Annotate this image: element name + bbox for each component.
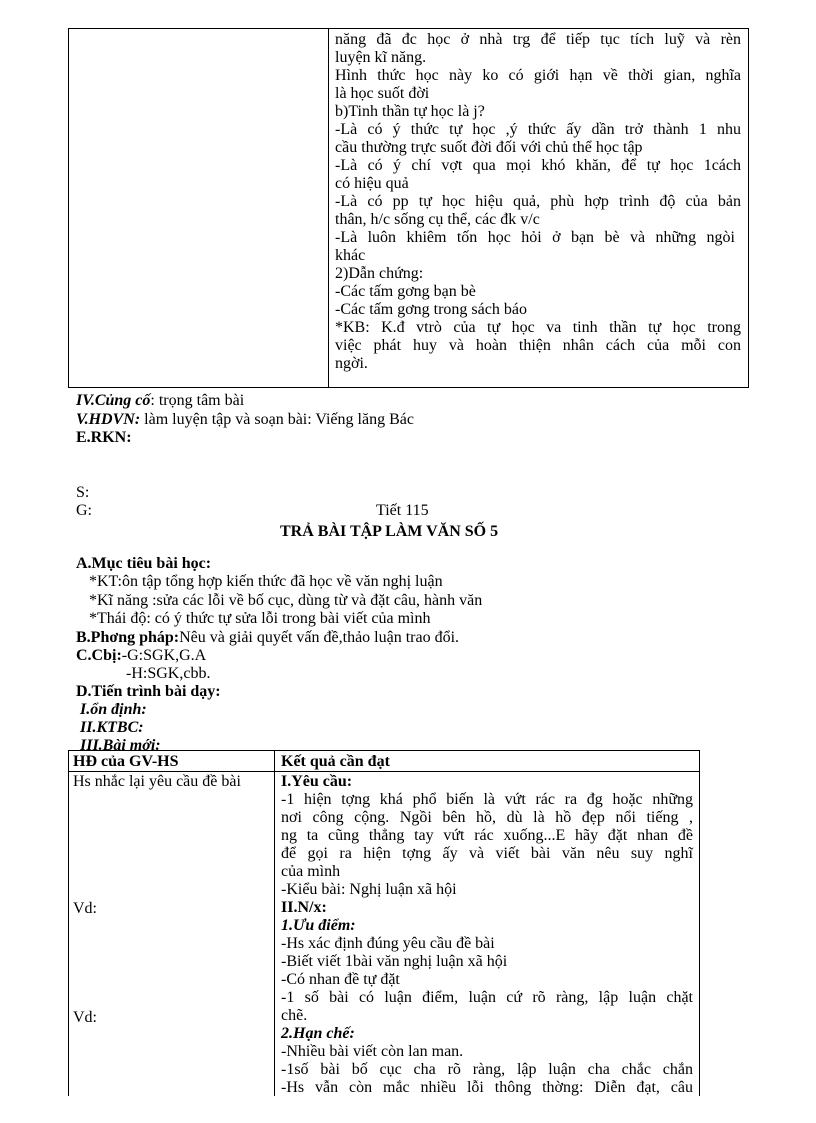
text-line: -Nhiều bài viết còn lan man. <box>281 1043 464 1060</box>
cungco-line <box>76 392 244 410</box>
kieubai-line: -Kiểu bài: Nghị luận xã hội <box>281 881 457 898</box>
g-label: G: <box>76 502 92 519</box>
section-c-line2: -H:SGK,cbb. <box>126 665 211 682</box>
text-line: -Hs xác định đúng yêu cầu đề bài <box>281 935 495 952</box>
text-line: việc phát huy và hoàn thiện nhân cách của mỗi con <box>335 337 741 354</box>
text-line: nơi công cộng. Ngồi bên hồ, dù là hồ đẹp nổi tiếng , <box>281 809 693 826</box>
s-label: S: <box>76 484 90 501</box>
text-line: b)Tinh thần tự học là j? <box>335 103 485 120</box>
text-line: -Các tấm gơng bạn bè <box>335 283 476 300</box>
text-line: -Là luôn khiêm tốn học hỏi ở bạn bè và những ngòi <box>335 229 735 246</box>
table-right-cell <box>281 773 693 1097</box>
hanche-heading: 2.Hạn chế: <box>281 1025 355 1042</box>
text-line: chẽ. <box>281 1007 308 1024</box>
table-header-right: Kết quả cần đạt <box>281 753 390 770</box>
section-a-heading: A.Mục tiêu bài học: <box>76 555 212 572</box>
text-line: của mình <box>281 863 341 880</box>
cungco-text: : trọng tâm bài <box>150 392 245 409</box>
table-right-cell <box>335 31 741 373</box>
text-line: 2)Dẫn chứng: <box>335 265 424 282</box>
table-column-divider <box>328 29 329 387</box>
hdvn-text: làm luyện tập và soạn bài: Viếng lăng Bác <box>140 411 414 428</box>
table-header-left: HĐ của GV-HS <box>73 753 179 770</box>
text-line: ng ta cũng thẳng tay vứt rác xuống...E hãy đặt nhan đề <box>281 827 693 844</box>
text-line: -1 hiện tợng khá phổ biến là vứt rác ra đg hoặc những <box>281 791 693 808</box>
text-line: -1 số bài có luận điểm, luận cứ rõ ràng, lập luận chặt <box>281 989 693 1006</box>
lesson-number: Tiết 115 <box>376 502 429 519</box>
content-table-top <box>68 28 749 388</box>
yeucau-heading: I.Yêu cầu: <box>281 773 353 790</box>
text-line: *KB: K.đ vtrò của tự học va tinh thần tự học trong <box>335 319 741 336</box>
step-1: I.ổn định: <box>80 701 147 718</box>
text-line: có hiệu quả <box>335 175 409 192</box>
left-cell-vd: Vd: <box>73 1009 97 1026</box>
hdvn-line <box>76 411 414 429</box>
nx-heading: II.N/x: <box>281 899 327 916</box>
section-b-text: Nêu và giải quyết vấn đề,thảo luận trao đổi. <box>179 629 460 646</box>
text-line: ngời. <box>335 355 368 372</box>
step-2: II.KTBC: <box>80 719 144 736</box>
cungco-label: IV.Củng cố <box>76 392 151 409</box>
text-line: -Là có ý chí vợt qua mọi khó khăn, để tự học 1cách <box>335 157 741 174</box>
text-line: luyện kĩ năng. <box>335 49 427 66</box>
text-line: để gọi ra hiện tợng ấy và viết bài văn nêu suy nghĩ <box>281 845 693 862</box>
text-line: -Biết viết 1bài văn nghị luận xã hội <box>281 953 508 970</box>
left-cell-vd: Vd: <box>73 900 97 917</box>
uudiem-heading: 1.Ưu điểm: <box>281 917 356 934</box>
page-title: TRẢ BÀI TẬP LÀM VĂN SỐ 5 <box>280 523 499 540</box>
hdvn-label: V.HDVN: <box>76 411 141 428</box>
objective-attitude: *Thái độ: có ý thức tự sửa lỗi trong bài viết của mình <box>89 610 431 627</box>
objective-knowledge: *KT:ôn tập tổng hợp kiến thức đã học về văn nghị luận <box>89 573 443 590</box>
text-line: năng đã đc học ở nhà trg để tiếp tục tích luỹ và rèn <box>335 31 741 48</box>
table-header-divider <box>69 771 699 772</box>
section-b-label: B.Phơng pháp: <box>76 629 180 646</box>
text-line: Hình thức học này ko có giới hạn về thời gian, nghĩa <box>335 67 741 84</box>
left-cell-text: Hs nhắc lại yêu cầu đề bài <box>73 773 241 790</box>
lesson-table <box>68 750 700 1096</box>
step-3: III.Bài mới: <box>80 737 161 754</box>
text-line: thân, h/c sống cụ thể, các đk v/c <box>335 211 540 228</box>
objective-skill: *Kĩ năng :sửa các lỗi về bố cục, dùng từ và đặt câu, hành văn <box>89 592 483 609</box>
text-line: -Là có ý thức tự học ,ý thức ấy dần trở thành 1 nhu <box>335 121 741 138</box>
text-line: -Là có pp tự học hiệu quả, phù hợp trình độ của bản <box>335 193 741 210</box>
section-c <box>76 647 206 665</box>
text-line: -Có nhan đề tự đặt <box>281 971 400 988</box>
section-c-label: C.Cbị: <box>76 647 122 664</box>
section-c-line1: -G:SGK,G.A <box>121 647 207 664</box>
text-line: cầu thường trực suốt đời đối với chủ thể học tập <box>335 139 643 156</box>
text-line: khác <box>335 247 366 264</box>
text-line: -Các tấm gơng trong sách báo <box>335 301 527 318</box>
text-line: -1số bài bố cục cha rõ ràng, lập luận cha chắc chắn <box>281 1061 693 1078</box>
table-column-divider <box>274 751 275 1096</box>
text-line: -Hs vẫn còn mắc nhiều lỗi thông thờng: Diễn đạt, câu <box>281 1079 693 1096</box>
text-line: là học suốt đời <box>335 85 430 102</box>
rkn-label: E.RKN: <box>76 429 132 446</box>
section-d-heading: D.Tiến trình bài dạy: <box>76 683 221 700</box>
section-b <box>76 629 459 647</box>
